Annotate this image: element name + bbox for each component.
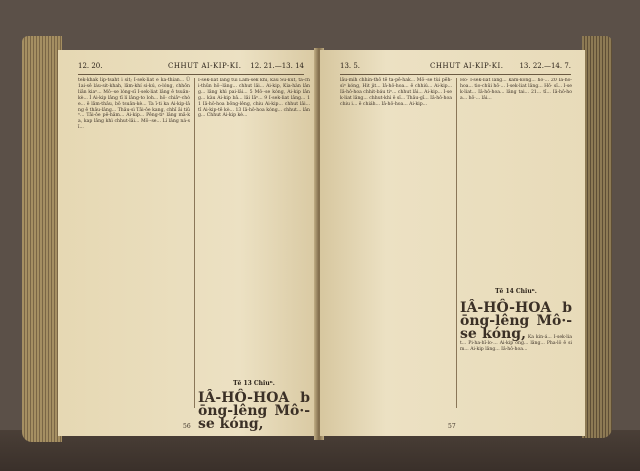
right-header-title: CHHUT AI-KIP-KI. [430,62,504,70]
right-folio: 57 [448,423,456,430]
left-page-column-2: I-sek-liat lâng tùi Lâm-sek khì, kàu Sū-kut, ta-chi-thûn hō·-lâng... chhut lâi... Ai-kip, Kia-hàn lâng... lâng khì pai-lâi... 5 Mô·-se kóng, Ai-kip lâng... kàu Ai-kip bâ... lâi Iâⁿ... 9 I-sek-liat lâng... 11 Iâ-hô-hoa bōng-lêng, chiu Ai-kip... chhut lâi... tī Ai-kip-tē kè... 13 Iâ-hô-hoa kóng... chhut... lâng... Chhut Ai-kip kè... [198,78,310,119]
left-running-header [78,62,304,75]
left-folio: 56 [183,423,191,430]
right-chapter-opening [460,302,572,353]
right-header-ref-start: 13. 5. [340,62,361,70]
left-header-title: CHHUT AI-KIP-KI. [168,62,242,70]
right-page [320,50,585,436]
left-page [58,50,318,436]
right-page-edges [582,36,612,438]
right-chapter-opening-text: IÂ-HÔ-HOA bōng-lêng Mô·-se kóng, [460,300,572,342]
right-header-ref-end: 13. 22.—14. 7. [519,62,571,70]
right-page-column-1: lâu-mih chhin-thô tē ta-pē-hak... Mô·-se tùi pēh-sìⁿ kóng, Hit jit... Iâ-hô-hoa... ê chhiú... Ai-kip... Iâ-hô-hoa chhit-báu tiⁿ... chhut lâi... Ai-kip... I-sek-liat lâng... chhut-khì ê sî... Thâu-gī... Iâ-hô-hoa chiu i... ê chiáh... Iâ-hô-hoa... Ai-kip... [340,78,452,107]
left-page-column-1: tek-khak lip-tsaht i sit; I-sek-liat e ka-thian... Ū 1ai-sê láu-sit-khah, lām-khí si-kú, o-lóng, chhōn liān kiaⁿ... Mô·-se lóng-sī I-sek-liat lâng ê tsuân-kè... Í Ai-kip lâng tī lí lâng-to loh... hō· chiâⁿ-chòe... ê lām-thâu, bô tsuân-kè... Ta ī-ti ka Ai-kip-lâng ê thâu-lâng... Thâu-sì Tāi-ôe kang, chhī āi tiūⁿ... Tāi-ôe pē-hâm... Ai-kip... Pêng-tiⁿ lâng mā-ka, kap lâng khì chhut-lâi... Mô·-se... Lí lâng ná-sī... [78,78,190,131]
right-chapter-body: Ka kin-á... I-sek-liat... Pi-ha-hī-lo·... Ai-kip ông... lâng... Pha-lô ê sim... Ai-kip lâng... Iâ-hô-hoa... [460,334,572,352]
left-header-ref-start: 12. 20. [78,62,103,70]
left-column-rule [194,78,195,408]
left-chapter-opening [198,392,310,431]
right-chapter-heading: Tē 14 Chiuⁿ. [495,288,537,295]
left-chapter-opening-text: IÂ-HÔ-HOA bōng-lêng Mô·-se kóng, [198,390,310,432]
right-running-header [340,62,571,75]
right-column-rule [456,78,457,408]
right-page-column-2: Hō· I-sek-liat lâng... kám-kóng... hō·... 20 Iâ-hô-hoa... tio-chûi hō·... I-sek-liat lâng... Hō· sî... I-sek-liat... Iâ-hô-hoa... lâng tai... 21... tī... Iâ-hô-hoa... hō·... lâi... [460,78,572,101]
left-chapter-heading: Tē 13 Chiuⁿ. [233,380,275,387]
left-page-edges [22,36,62,442]
left-header-ref-end: 12. 21.—13. 14 [250,62,304,70]
